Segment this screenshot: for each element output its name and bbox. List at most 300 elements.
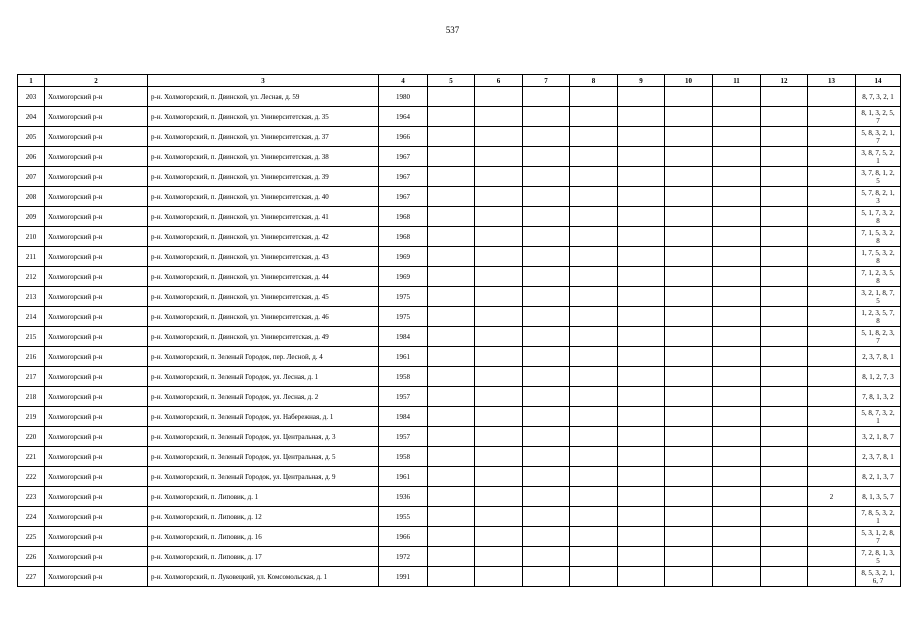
- header-cell: 14: [856, 75, 901, 87]
- header-cell: 3: [148, 75, 379, 87]
- empty-cell: [428, 547, 475, 567]
- empty-cell: [761, 87, 808, 107]
- empty-cell: [665, 227, 713, 247]
- address-cell: р-н. Холмогорский, п. Двинской, ул. Университетская, д. 42: [148, 227, 379, 247]
- empty-cell: [570, 467, 618, 487]
- empty-cell: [761, 247, 808, 267]
- header-cell: 2: [45, 75, 148, 87]
- empty-cell: [713, 507, 761, 527]
- empty-cell: [428, 507, 475, 527]
- housing-register-table: [17, 74, 901, 587]
- empty-cell: [428, 247, 475, 267]
- col13-cell: [808, 187, 856, 207]
- col13-cell: [808, 407, 856, 427]
- address-cell: р-н. Холмогорский, п. Двинской, ул. Лесная, д. 59: [148, 87, 379, 107]
- col14-cell: 3, 2, 1, 8, 7: [856, 427, 901, 447]
- empty-cell: [428, 347, 475, 367]
- empty-cell: [475, 287, 523, 307]
- col13-cell: [808, 567, 856, 587]
- district-cell: Холмогорский р-н: [45, 247, 148, 267]
- empty-cell: [713, 87, 761, 107]
- empty-cell: [618, 167, 665, 187]
- district-cell: Холмогорский р-н: [45, 127, 148, 147]
- row-number-cell: 221: [18, 447, 45, 467]
- empty-cell: [713, 307, 761, 327]
- col14-cell: 1, 7, 5, 3, 2, 8: [856, 247, 901, 267]
- row-number-cell: 224: [18, 507, 45, 527]
- empty-cell: [570, 367, 618, 387]
- empty-cell: [475, 87, 523, 107]
- empty-cell: [428, 407, 475, 427]
- year-cell: 1961: [379, 347, 428, 367]
- empty-cell: [475, 267, 523, 287]
- address-cell: р-н. Холмогорский, п. Зеленый Городок, ул. Лесная, д. 2: [148, 387, 379, 407]
- col14-cell: 8, 7, 3, 2, 1: [856, 87, 901, 107]
- empty-cell: [523, 307, 570, 327]
- empty-cell: [761, 527, 808, 547]
- district-cell: Холмогорский р-н: [45, 547, 148, 567]
- empty-cell: [523, 407, 570, 427]
- header-cell: 4: [379, 75, 428, 87]
- year-cell: 1969: [379, 267, 428, 287]
- col13-cell: [808, 127, 856, 147]
- header-cell: 11: [713, 75, 761, 87]
- year-cell: 1967: [379, 187, 428, 207]
- col14-cell: 2, 3, 7, 8, 1: [856, 347, 901, 367]
- empty-cell: [475, 127, 523, 147]
- empty-cell: [475, 427, 523, 447]
- district-cell: Холмогорский р-н: [45, 567, 148, 587]
- header-cell: 12: [761, 75, 808, 87]
- year-cell: 1966: [379, 527, 428, 547]
- empty-cell: [428, 327, 475, 347]
- empty-cell: [713, 407, 761, 427]
- empty-cell: [665, 87, 713, 107]
- address-cell: р-н. Холмогорский, п. Липовик, д. 17: [148, 547, 379, 567]
- empty-cell: [618, 367, 665, 387]
- empty-cell: [570, 547, 618, 567]
- empty-cell: [570, 147, 618, 167]
- empty-cell: [523, 287, 570, 307]
- district-cell: Холмогорский р-н: [45, 147, 148, 167]
- empty-cell: [713, 207, 761, 227]
- col13-cell: [808, 507, 856, 527]
- empty-cell: [475, 247, 523, 267]
- address-cell: р-н. Холмогорский, п. Двинской, ул. Университетская, д. 49: [148, 327, 379, 347]
- empty-cell: [428, 87, 475, 107]
- table-row: [18, 367, 901, 387]
- table-row: [18, 547, 901, 567]
- page-number: 537: [445, 25, 460, 35]
- empty-cell: [570, 387, 618, 407]
- empty-cell: [523, 147, 570, 167]
- empty-cell: [761, 367, 808, 387]
- empty-cell: [713, 107, 761, 127]
- empty-cell: [428, 267, 475, 287]
- empty-cell: [428, 187, 475, 207]
- empty-cell: [523, 367, 570, 387]
- year-cell: 1984: [379, 327, 428, 347]
- row-number-cell: 205: [18, 127, 45, 147]
- empty-cell: [570, 507, 618, 527]
- year-cell: 1972: [379, 547, 428, 567]
- empty-cell: [713, 347, 761, 367]
- col14-cell: 8, 1, 3, 2, 5, 7: [856, 107, 901, 127]
- col14-cell: 5, 1, 7, 3, 2, 8: [856, 207, 901, 227]
- empty-cell: [665, 327, 713, 347]
- row-number-cell: 222: [18, 467, 45, 487]
- empty-cell: [713, 127, 761, 147]
- empty-cell: [665, 347, 713, 367]
- row-number-cell: 203: [18, 87, 45, 107]
- empty-cell: [761, 147, 808, 167]
- empty-cell: [761, 327, 808, 347]
- district-cell: Холмогорский р-н: [45, 387, 148, 407]
- empty-cell: [665, 267, 713, 287]
- empty-cell: [475, 147, 523, 167]
- empty-cell: [665, 567, 713, 587]
- empty-cell: [523, 467, 570, 487]
- address-cell: р-н. Холмогорский, п. Липовик, д. 12: [148, 507, 379, 527]
- header-cell: 8: [570, 75, 618, 87]
- table-row: [18, 407, 901, 427]
- empty-cell: [761, 467, 808, 487]
- col14-cell: 7, 8, 1, 3, 2: [856, 387, 901, 407]
- empty-cell: [570, 107, 618, 127]
- empty-cell: [713, 167, 761, 187]
- header-cell: 5: [428, 75, 475, 87]
- row-number-cell: 215: [18, 327, 45, 347]
- table-row: [18, 247, 901, 267]
- empty-cell: [618, 447, 665, 467]
- year-cell: 1957: [379, 387, 428, 407]
- col14-cell: 7, 8, 5, 3, 2, 1: [856, 507, 901, 527]
- empty-cell: [665, 427, 713, 447]
- table-row: [18, 527, 901, 547]
- table-row: [18, 487, 901, 507]
- row-number-cell: 206: [18, 147, 45, 167]
- empty-cell: [618, 327, 665, 347]
- district-cell: Холмогорский р-н: [45, 187, 148, 207]
- header-cell: 9: [618, 75, 665, 87]
- empty-cell: [570, 227, 618, 247]
- empty-cell: [570, 287, 618, 307]
- district-cell: Холмогорский р-н: [45, 367, 148, 387]
- col13-cell: [808, 387, 856, 407]
- empty-cell: [523, 107, 570, 127]
- empty-cell: [475, 107, 523, 127]
- year-cell: 1958: [379, 447, 428, 467]
- year-cell: 1936: [379, 487, 428, 507]
- address-cell: р-н. Холмогорский, п. Зеленый Городок, ул. Центральная, д. 5: [148, 447, 379, 467]
- empty-cell: [523, 227, 570, 247]
- empty-cell: [523, 327, 570, 347]
- row-number-cell: 213: [18, 287, 45, 307]
- empty-cell: [618, 307, 665, 327]
- address-cell: р-н. Холмогорский, п. Зеленый Городок, пер. Лесной, д. 4: [148, 347, 379, 367]
- col14-cell: 3, 7, 8, 1, 2, 5: [856, 167, 901, 187]
- empty-cell: [428, 527, 475, 547]
- empty-cell: [665, 467, 713, 487]
- table-row: [18, 227, 901, 247]
- col13-cell: [808, 307, 856, 327]
- address-cell: р-н. Холмогорский, п. Двинской, ул. Университетская, д. 45: [148, 287, 379, 307]
- empty-cell: [428, 447, 475, 467]
- empty-cell: [665, 247, 713, 267]
- empty-cell: [761, 127, 808, 147]
- table-row: [18, 147, 901, 167]
- empty-cell: [618, 487, 665, 507]
- empty-cell: [761, 307, 808, 327]
- table-row: [18, 347, 901, 367]
- col13-cell: 2: [808, 487, 856, 507]
- empty-cell: [665, 527, 713, 547]
- empty-cell: [523, 487, 570, 507]
- empty-cell: [618, 287, 665, 307]
- col13-cell: [808, 247, 856, 267]
- year-cell: 1966: [379, 127, 428, 147]
- empty-cell: [570, 527, 618, 547]
- empty-cell: [665, 547, 713, 567]
- empty-cell: [665, 387, 713, 407]
- empty-cell: [570, 307, 618, 327]
- empty-cell: [570, 187, 618, 207]
- empty-cell: [713, 387, 761, 407]
- col14-cell: 8, 1, 2, 7, 3: [856, 367, 901, 387]
- district-cell: Холмогорский р-н: [45, 527, 148, 547]
- empty-cell: [428, 127, 475, 147]
- empty-cell: [523, 427, 570, 447]
- district-cell: Холмогорский р-н: [45, 487, 148, 507]
- empty-cell: [713, 227, 761, 247]
- empty-cell: [523, 567, 570, 587]
- empty-cell: [523, 187, 570, 207]
- table-row: [18, 167, 901, 187]
- address-cell: р-н. Холмогорский, п. Двинской, ул. Университетская, д. 35: [148, 107, 379, 127]
- year-cell: 1975: [379, 307, 428, 327]
- empty-cell: [570, 327, 618, 347]
- empty-cell: [761, 567, 808, 587]
- col13-cell: [808, 427, 856, 447]
- empty-cell: [713, 547, 761, 567]
- empty-cell: [761, 287, 808, 307]
- col14-cell: 5, 8, 7, 3, 2, 1: [856, 407, 901, 427]
- address-cell: р-н. Холмогорский, п. Двинской, ул. Университетская, д. 38: [148, 147, 379, 167]
- empty-cell: [761, 107, 808, 127]
- year-cell: 1980: [379, 87, 428, 107]
- empty-cell: [475, 387, 523, 407]
- empty-cell: [475, 227, 523, 247]
- year-cell: 1967: [379, 147, 428, 167]
- col13-cell: [808, 87, 856, 107]
- empty-cell: [761, 227, 808, 247]
- col13-cell: [808, 527, 856, 547]
- empty-cell: [523, 347, 570, 367]
- empty-cell: [428, 467, 475, 487]
- empty-cell: [713, 287, 761, 307]
- year-cell: 1964: [379, 107, 428, 127]
- district-cell: Холмогорский р-н: [45, 107, 148, 127]
- empty-cell: [475, 567, 523, 587]
- empty-cell: [475, 407, 523, 427]
- row-number-cell: 216: [18, 347, 45, 367]
- row-number-cell: 223: [18, 487, 45, 507]
- year-cell: 1961: [379, 467, 428, 487]
- empty-cell: [618, 187, 665, 207]
- empty-cell: [428, 207, 475, 227]
- empty-cell: [713, 427, 761, 447]
- empty-cell: [475, 547, 523, 567]
- empty-cell: [665, 207, 713, 227]
- empty-cell: [665, 367, 713, 387]
- empty-cell: [665, 307, 713, 327]
- table-row: [18, 567, 901, 587]
- empty-cell: [475, 487, 523, 507]
- empty-cell: [475, 367, 523, 387]
- district-cell: Холмогорский р-н: [45, 347, 148, 367]
- empty-cell: [761, 207, 808, 227]
- row-number-cell: 214: [18, 307, 45, 327]
- empty-cell: [618, 127, 665, 147]
- header-cell: 1: [18, 75, 45, 87]
- col13-cell: [808, 547, 856, 567]
- row-number-cell: 217: [18, 367, 45, 387]
- empty-cell: [475, 167, 523, 187]
- empty-cell: [523, 167, 570, 187]
- address-cell: р-н. Холмогорский, п. Двинской, ул. Университетская, д. 46: [148, 307, 379, 327]
- empty-cell: [761, 507, 808, 527]
- empty-cell: [618, 207, 665, 227]
- year-cell: 1957: [379, 427, 428, 447]
- district-cell: Холмогорский р-н: [45, 267, 148, 287]
- year-cell: 1958: [379, 367, 428, 387]
- row-number-cell: 209: [18, 207, 45, 227]
- row-number-cell: 212: [18, 267, 45, 287]
- empty-cell: [618, 567, 665, 587]
- empty-cell: [523, 447, 570, 467]
- empty-cell: [618, 507, 665, 527]
- col14-cell: 2, 3, 7, 8, 1: [856, 447, 901, 467]
- header-cell: 6: [475, 75, 523, 87]
- empty-cell: [665, 507, 713, 527]
- empty-cell: [428, 487, 475, 507]
- header-cell: 13: [808, 75, 856, 87]
- empty-cell: [475, 347, 523, 367]
- col14-cell: 7, 1, 2, 3, 5, 8: [856, 267, 901, 287]
- district-cell: Холмогорский р-н: [45, 407, 148, 427]
- address-cell: р-н. Холмогорский, п. Двинской, ул. Университетская, д. 44: [148, 267, 379, 287]
- empty-cell: [618, 547, 665, 567]
- empty-cell: [428, 167, 475, 187]
- empty-cell: [475, 327, 523, 347]
- address-cell: р-н. Холмогорский, п. Липовик, д. 16: [148, 527, 379, 547]
- address-cell: р-н. Холмогорский, п. Двинской, ул. Университетская, д. 43: [148, 247, 379, 267]
- empty-cell: [570, 167, 618, 187]
- col13-cell: [808, 107, 856, 127]
- table-row: [18, 427, 901, 447]
- empty-cell: [428, 427, 475, 447]
- year-cell: 1955: [379, 507, 428, 527]
- row-number-cell: 211: [18, 247, 45, 267]
- empty-cell: [570, 487, 618, 507]
- empty-cell: [570, 247, 618, 267]
- empty-cell: [665, 287, 713, 307]
- row-number-cell: 207: [18, 167, 45, 187]
- empty-cell: [475, 527, 523, 547]
- empty-cell: [428, 287, 475, 307]
- col14-cell: 3, 8, 7, 5, 2, 1: [856, 147, 901, 167]
- empty-cell: [618, 247, 665, 267]
- col13-cell: [808, 447, 856, 467]
- table-row: [18, 307, 901, 327]
- year-cell: 1967: [379, 167, 428, 187]
- empty-cell: [618, 407, 665, 427]
- row-number-cell: 226: [18, 547, 45, 567]
- table-row: [18, 467, 901, 487]
- district-cell: Холмогорский р-н: [45, 207, 148, 227]
- empty-cell: [713, 147, 761, 167]
- empty-cell: [618, 227, 665, 247]
- empty-cell: [665, 447, 713, 467]
- district-cell: Холмогорский р-н: [45, 87, 148, 107]
- col13-cell: [808, 207, 856, 227]
- address-cell: р-н. Холмогорский, п. Двинской, ул. Университетская, д. 39: [148, 167, 379, 187]
- col13-cell: [808, 327, 856, 347]
- district-cell: Холмогорский р-н: [45, 427, 148, 447]
- district-cell: Холмогорский р-н: [45, 447, 148, 467]
- empty-cell: [523, 247, 570, 267]
- empty-cell: [665, 167, 713, 187]
- address-cell: р-н. Холмогорский, п. Двинской, ул. Университетская, д. 41: [148, 207, 379, 227]
- district-cell: Холмогорский р-н: [45, 327, 148, 347]
- empty-cell: [618, 147, 665, 167]
- empty-cell: [523, 267, 570, 287]
- empty-cell: [428, 387, 475, 407]
- col14-cell: 5, 3, 1, 2, 8, 7: [856, 527, 901, 547]
- row-number-cell: 219: [18, 407, 45, 427]
- empty-cell: [713, 447, 761, 467]
- col14-cell: 8, 1, 3, 5, 7: [856, 487, 901, 507]
- address-cell: р-н. Холмогорский, п. Двинской, ул. Университетская, д. 37: [148, 127, 379, 147]
- empty-cell: [713, 247, 761, 267]
- col13-cell: [808, 367, 856, 387]
- district-cell: Холмогорский р-н: [45, 167, 148, 187]
- col14-cell: 5, 8, 3, 2, 1, 7: [856, 127, 901, 147]
- empty-cell: [428, 227, 475, 247]
- empty-cell: [713, 527, 761, 547]
- empty-cell: [570, 127, 618, 147]
- empty-cell: [428, 567, 475, 587]
- empty-cell: [570, 87, 618, 107]
- empty-cell: [428, 367, 475, 387]
- empty-cell: [570, 427, 618, 447]
- empty-cell: [523, 387, 570, 407]
- district-cell: Холмогорский р-н: [45, 307, 148, 327]
- empty-cell: [428, 147, 475, 167]
- table-row: [18, 187, 901, 207]
- col13-cell: [808, 347, 856, 367]
- empty-cell: [570, 207, 618, 227]
- empty-cell: [665, 107, 713, 127]
- empty-cell: [570, 347, 618, 367]
- empty-cell: [570, 447, 618, 467]
- empty-cell: [618, 527, 665, 547]
- empty-cell: [761, 487, 808, 507]
- empty-cell: [761, 427, 808, 447]
- empty-cell: [761, 167, 808, 187]
- empty-cell: [618, 107, 665, 127]
- empty-cell: [523, 527, 570, 547]
